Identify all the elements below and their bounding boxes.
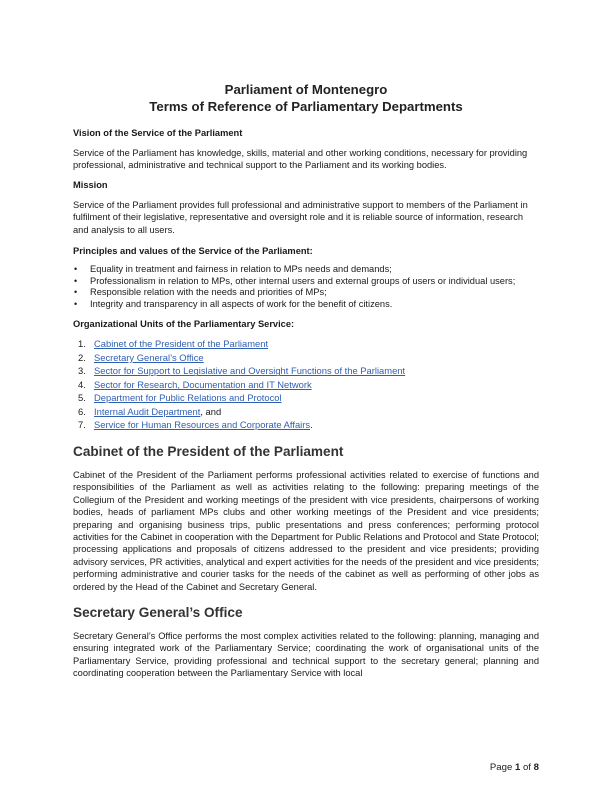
page-content: [73, 81, 539, 680]
units-heading: Organizational Units of the Parliamentary Service:: [73, 319, 295, 330]
document-title: [73, 81, 539, 115]
item-suffix: .: [310, 419, 313, 431]
item-number: 2.: [78, 351, 86, 363]
link-cabinet[interactable]: Cabinet of the President of the Parliament: [94, 338, 269, 350]
item-number: 3.: [78, 365, 86, 377]
list-item: • Integrity and transparency in all aspects of work for the benefit of citizens.: [73, 299, 539, 311]
list-item: [73, 391, 539, 405]
item-number: 6.: [78, 405, 86, 417]
current-page: 1: [514, 762, 521, 773]
cabinet-text: Cabinet of the President of the Parliament performs professional activities related to exercise of functions and responsibilities of the Parliament as well as activities relating to the following: preparing meetings of the Collegium of the President and working meetings of the president with vice presidents, chairpersons of working bodies, heads of parliament MPs clubs and other working meetings of the President and vice presidents; preparing and organising business trips, public presentations and press conferences; performing protocol activities for the Cabinet in cooperation with the Department for Public Relations and Protocol and State Protocol; processing applications and proposals of citizens addressed to the president and vice presidents; providing advisory services, PR activities, analytical and expert activities for the needs of the president and vice presidents; performing administrative and courier tasks for the needs of the cabinet as well as performing of other jobs as ordered by the Head of the Cabinet and Secretary General.: [73, 469, 539, 592]
principles-list: [73, 264, 539, 310]
principles-heading: Principles and values of the Service of the Parliament:: [73, 246, 313, 257]
link-secretary-general-office[interactable]: Secretary General’s Office: [94, 351, 204, 363]
item-suffix: , and: [200, 405, 222, 417]
item-number: 5.: [78, 392, 86, 404]
item-number: 1.: [78, 338, 86, 350]
mission-text: Service of the Parliament provides full professional and administrative support to members of the Parliament in fulfilment of their legislative, representative and oversight role and it is reliable source of information, research and analysis to all users.: [73, 199, 528, 235]
mission-heading: Mission: [73, 179, 108, 190]
list-item: [73, 418, 539, 432]
list-item: • Responsible relation with the needs and priorities of MPs;: [73, 287, 539, 299]
vision-heading: Vision of the Service of the Parliament: [73, 128, 243, 138]
cabinet-heading: Cabinet of the President of the Parliament: [73, 443, 344, 459]
secretary-text: Secretary General’s Office performs the most complex activities related to the following: planning, managing and ensuring integrated work of the Parliamentary Service; coordinating the work of organisational units of the Parliamentary Service, providing professional and technical support to the secretary general; planning and coordinating cooperation between the Parliamentary Service with local: [73, 630, 539, 679]
item-number: 7.: [78, 419, 86, 431]
list-item: [73, 351, 539, 365]
link-public-relations[interactable]: Department for Public Relations and Protocol: [94, 392, 282, 404]
vision-text: Service of the Parliament has knowledge, skills, material and other working conditions, necessary for providing professional, administrative and technical support to the Parliament and its working bodies.: [73, 148, 528, 171]
secretary-heading: Secretary General’s Office: [73, 604, 243, 620]
page-number-footer: [490, 762, 539, 773]
item-number: 4.: [78, 378, 86, 390]
list-item: • Professionalism in relation to MPs, other internal users and external groups of users or individual users;: [73, 276, 539, 288]
link-human-resources[interactable]: Service for Human Resources and Corporate Affairs: [94, 419, 311, 431]
link-legislative-sector[interactable]: Sector for Support to Legislative and Oversight Functions of the Parliament: [94, 365, 406, 377]
link-internal-audit[interactable]: Internal Audit Department: [94, 405, 201, 417]
page-word: Page: [489, 762, 513, 773]
list-item: [73, 364, 539, 378]
units-list: [73, 337, 539, 432]
title-line-1: Parliament of Montenegro: [224, 82, 388, 97]
title-line-2: Terms of Reference of Parliamentary Departments: [149, 99, 463, 114]
link-research-sector[interactable]: Sector for Research, Documentation and IT Network: [94, 378, 312, 390]
of-word: of: [522, 762, 531, 773]
list-item: [73, 378, 539, 392]
total-pages: 8: [533, 762, 539, 773]
list-item: • Equality in treatment and fairness in relation to MPs needs and demands;: [73, 264, 539, 276]
list-item: [73, 337, 539, 351]
list-item: [73, 405, 539, 419]
